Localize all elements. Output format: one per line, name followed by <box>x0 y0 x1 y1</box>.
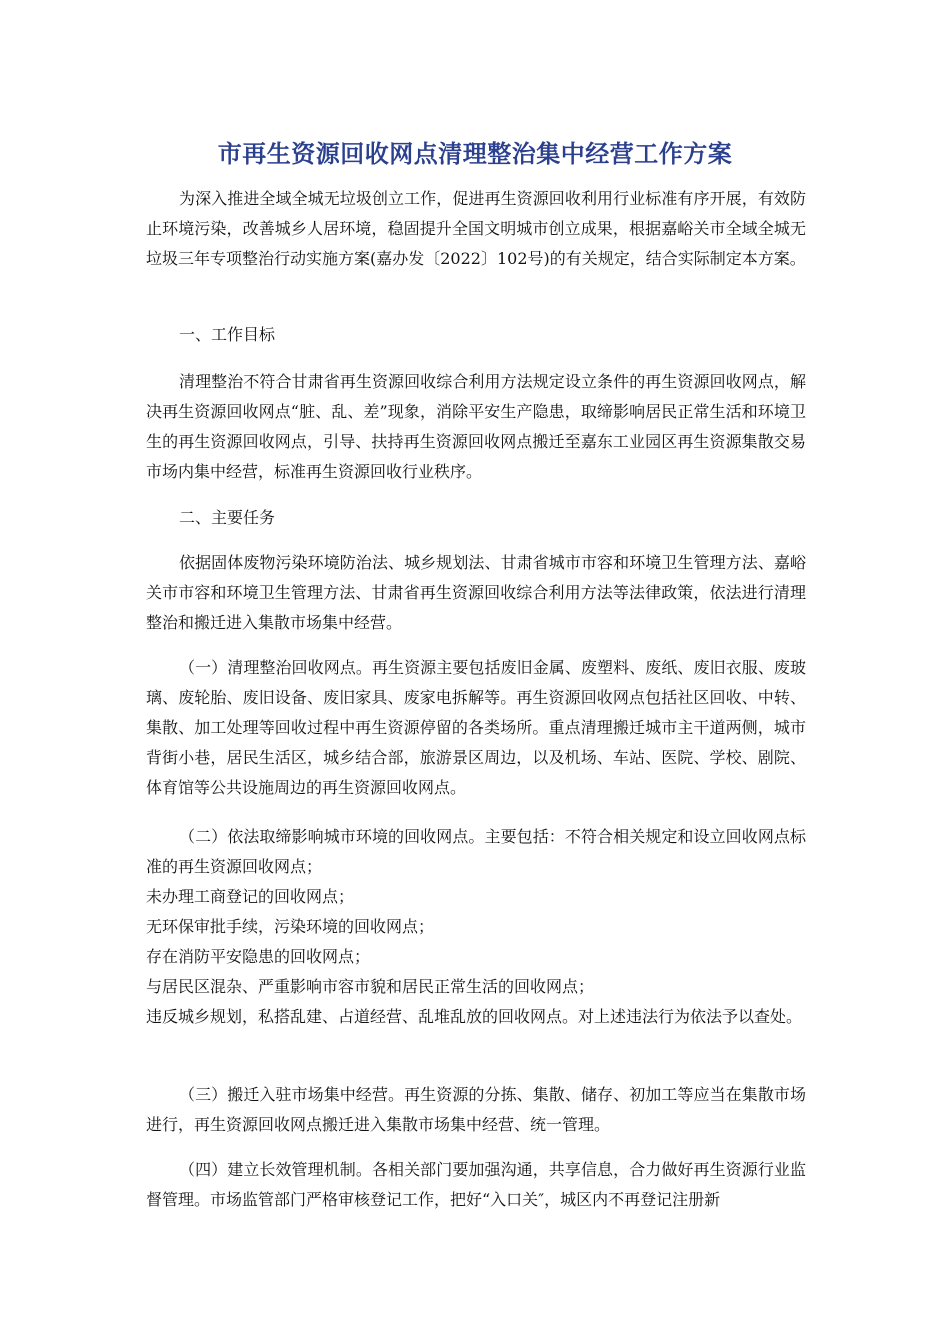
item2-intro: （二）依法取缔影响城市环境的回收网点。主要包括：不符合相关规定和设立回收网点标准的再生资源回收网点； <box>146 827 806 876</box>
section2-body: 依据固体废物污染环境防治法、城乡规划法、甘肃省城市市容和环境卫生管理方法、嘉峪关市市容和环境卫生管理方法、甘肃省再生资源回收综合利用方法等法律政策，依法进行清理整治和搬迁进入集散市场集中经营。 <box>146 553 806 632</box>
list-item: 与居民区混杂、严重影响市容市貌和居民正常生活的回收网点； <box>146 977 595 996</box>
section1-heading: 一、工作目标 <box>179 325 276 344</box>
section1-body: 清理整治不符合甘肃省再生资源回收综合利用方法规定设立条件的再生资源回收网点，解决再生资源回收网点“脏、乱、差”现象，消除平安生产隐患，取缔影响居民正常生活和环境卫生的再生资源回收网点，引导、扶持再生资源回收网点搬迁至嘉东工业园区再生资源集散交易市场内集中经营，标准再生资源回收行业秩序。 <box>146 372 806 481</box>
item4-paragraph: （四）建立长效管理机制。各相关部门要加强沟通，共享信息，合力做好再生资源行业监督管理。市场监管部门严格审核登记工作，把好“入口关″，城区内不再登记注册新 <box>146 1160 806 1209</box>
item3-paragraph: （三）搬迁入驻市场集中经营。再生资源的分拣、集散、储存、初加工等应当在集散市场进行，再生资源回收网点搬迁进入集散市场集中经营、统一管理。 <box>146 1085 806 1134</box>
section2-heading: 二、主要任务 <box>179 508 276 527</box>
list-item: 无环保审批手续，污染环境的回收网点； <box>146 917 435 936</box>
item2-list <box>146 882 806 1032</box>
document-title: 市再生资源回收网点清理整治集中经营工作方案 <box>217 140 733 168</box>
list-item: 违反城乡规划，私搭乱建、占道经营、乱堆乱放的回收网点。对上述违法行为依法予以查处。 <box>146 1007 803 1026</box>
list-item: 未办理工商登记的回收网点； <box>146 887 355 906</box>
item1-paragraph: （一）清理整治回收网点。再生资源主要包括废旧金属、废塑料、废纸、废旧衣服、废玻璃、废轮胎、废旧设备、废旧家具、废家电拆解等。再生资源回收网点包括社区回收、中转、集散、加工处理等回收过程中再生资源停留的各类场所。重点清理搬迁城市主干道两侧，城市背街小巷，居民生活区，城乡结合部，旅游景区周边，以及机场、车站、医院、学校、剧院、体育馆等公共设施周边的再生资源回收网点。 <box>146 658 806 797</box>
intro-paragraph: 为深入推进全域全城无垃圾创立工作，促进再生资源回收利用行业标准有序开展，有效防止环境污染，改善城乡人居环境，稳固提升全国文明城市创立成果，根据嘉峪关市全域全城无垃圾三年专项整治行动实施方案(嘉办发〔2022〕102号)的有关规定，结合实际制定本方案。 <box>146 189 806 268</box>
list-item: 存在消防平安隐患的回收网点； <box>146 947 371 966</box>
